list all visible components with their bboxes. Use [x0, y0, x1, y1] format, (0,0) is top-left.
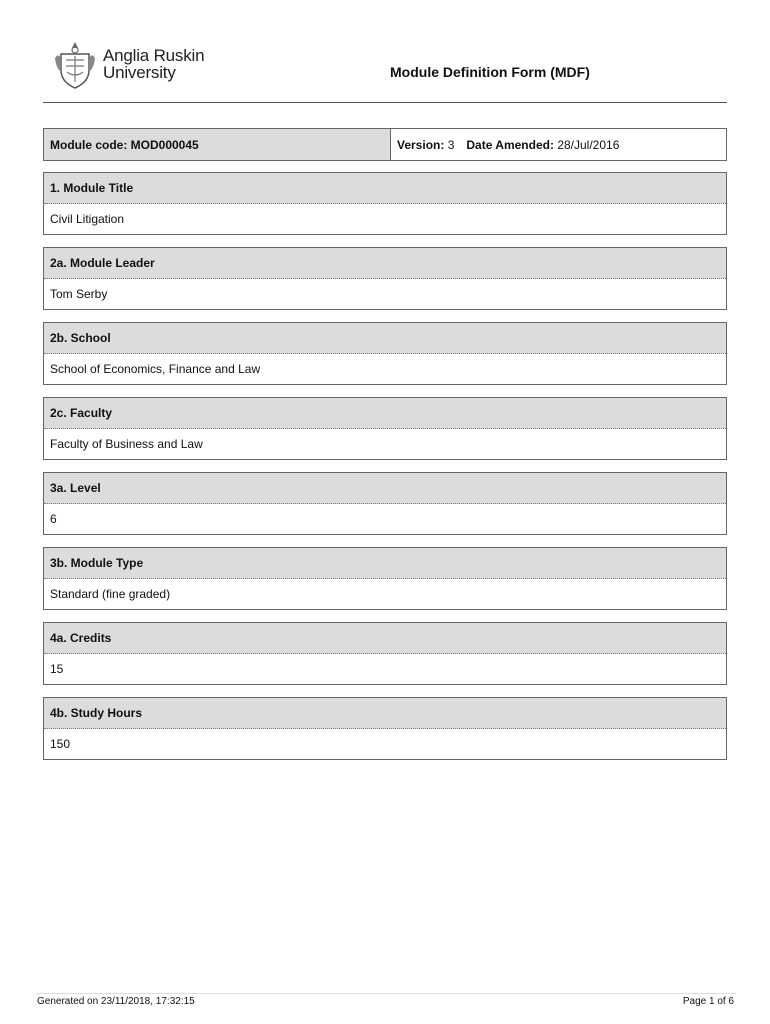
footer-divider [36, 993, 736, 994]
section-heading: 2a. Module Leader [44, 248, 726, 279]
generated-timestamp: Generated on 23/11/2018, 17:32:15 [37, 996, 195, 1007]
section-school [43, 322, 727, 385]
section-level [43, 472, 727, 535]
section-heading: 4b. Study Hours [44, 698, 726, 729]
university-logo [53, 38, 223, 90]
section-faculty [43, 397, 727, 460]
version-label: Version: [397, 137, 445, 152]
date-amended-value: 28/Jul/2016 [557, 137, 620, 152]
section-heading: 3a. Level [44, 473, 726, 504]
logo-line-1: Anglia Ruskin [103, 46, 205, 65]
section-heading: 1. Module Title [44, 173, 726, 204]
section-value: Civil Litigation [50, 212, 125, 226]
date-amended-label: Date Amended: [466, 137, 554, 152]
section-module-type [43, 547, 727, 610]
section-value: 150 [50, 737, 71, 751]
section-value: 15 [50, 662, 64, 676]
section-study-hours [43, 697, 727, 760]
version-date [391, 129, 726, 160]
module-code: Module code: MOD000045 [44, 129, 391, 160]
section-heading: 2b. School [44, 323, 726, 354]
section-credits [43, 622, 727, 685]
section-value: School of Economics, Finance and Law [50, 362, 261, 376]
crest-icon [53, 38, 97, 90]
section-heading: 4a. Credits [44, 623, 726, 654]
summary-box [43, 128, 727, 161]
section-value: Standard (fine graded) [50, 587, 171, 601]
section-module-title [43, 172, 727, 235]
section-module-leader [43, 247, 727, 310]
section-value: Tom Serby [50, 287, 108, 301]
section-heading: 3b. Module Type [44, 548, 726, 579]
section-heading: 2c. Faculty [44, 398, 726, 429]
page-number: Page 1 of 6 [682, 996, 734, 1007]
section-value: Faculty of Business and Law [50, 437, 203, 451]
document-title: Module Definition Form (MDF) [390, 64, 590, 80]
section-value: 6 [50, 512, 57, 526]
version-value: 3 [447, 137, 455, 152]
logo-line-2: University [103, 63, 176, 82]
header-divider [43, 102, 727, 103]
